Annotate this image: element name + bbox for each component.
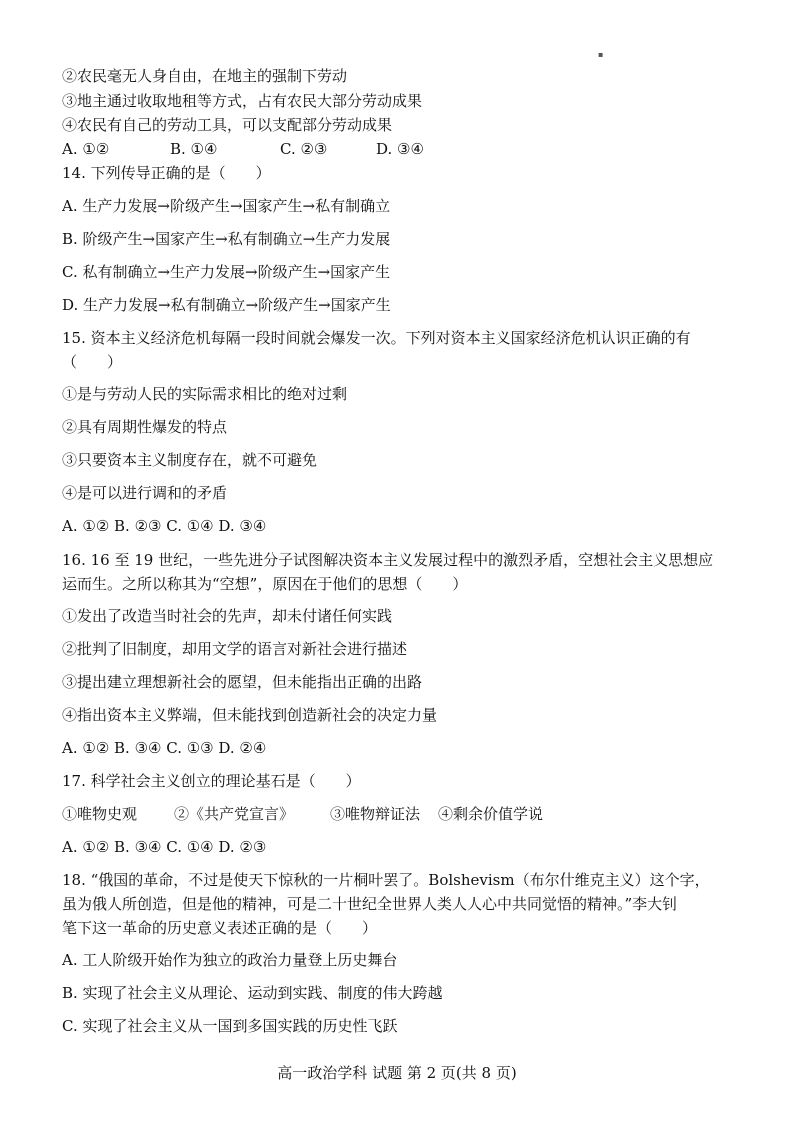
q14-option-c[interactable]: C. 私有制确立→生产力发展→阶级产生→国家产生 [62, 263, 391, 281]
q14-option-a[interactable]: A. 生产力发展→阶级产生→国家产生→私有制确立 [62, 197, 391, 215]
q18-option-a[interactable]: A. 工人阶级开始作为独立的政治力量登上历史舞台 [62, 951, 398, 969]
q17-item-2: ②《共产党宣言》 [174, 805, 295, 823]
q13-option-a[interactable]: A. ①② [62, 140, 110, 158]
q13-option-d[interactable]: D. ③④ [376, 140, 424, 158]
q18-stem-line-3: 笔下这一革命的历史意义表述正确的是（ ） [62, 919, 378, 937]
q13-item-2: ②农民毫无人身自由，在地主的强制下劳动 [62, 67, 348, 85]
q14-option-b[interactable]: B. 阶级产生→国家产生→私有制确立→生产力发展 [62, 230, 391, 248]
q17-item-3: ③唯物辩证法 [330, 805, 421, 823]
q16-item-3: ③提出建立理想新社会的愿望，但未能指出正确的出路 [62, 673, 423, 691]
q18-stem-line-2: 虽为俄人所创造，但是他的精神，可是二十世纪全世界人类人人心中共同觉悟的精神。”李大钊 [62, 895, 678, 913]
q17-stem: 17. 科学社会主义创立的理论基石是（ ） [62, 772, 361, 790]
q16-options[interactable]: A. ①② B. ③④ C. ①③ D. ②④ [62, 739, 267, 757]
q18-stem-line-1: 18. “俄国的革命，不过是使天下惊秋的一片桐叶罢了。Bolshevism（布尔什维克主义）这个字， [62, 871, 710, 889]
q13-option-b[interactable]: B. ①④ [170, 140, 218, 158]
q17-item-1: ①唯物史观 [62, 805, 138, 823]
q17-items [62, 804, 543, 824]
q14-option-d[interactable]: D. 生产力发展→私有制确立→阶级产生→国家产生 [62, 296, 391, 314]
q15-stem-line-1: 15. 资本主义经济危机每隔一段时间就会爆发一次。下列对资本主义国家经济危机认识正确的有 [62, 329, 691, 347]
q15-item-3: ③只要资本主义制度存在，就不可避免 [62, 451, 318, 469]
q15-stem-line-2: （ ） [62, 353, 123, 371]
q16-item-4: ④指出资本主义弊端，但未能找到创造新社会的决定力量 [62, 706, 438, 724]
q17-item-4: ④剩余价值学说 [438, 805, 544, 823]
q17-options[interactable]: A. ①② B. ③④ C. ①④ D. ②③ [62, 838, 267, 856]
q16-stem-line-2: 运而生。之所以称其为“空想”，原因在于他们的思想（ ） [62, 575, 468, 593]
scan-dot: ▪ [598, 50, 604, 59]
q13-option-c[interactable]: C. ②③ [280, 140, 328, 158]
q18-option-b[interactable]: B. 实现了社会主义从理论、运动到实践、制度的伟大跨越 [62, 984, 443, 1002]
q15-item-4: ④是可以进行调和的矛盾 [62, 484, 228, 502]
q16-stem-line-1: 16. 16 至 19 世纪，一些先进分子试图解决资本主义发展过程中的激烈矛盾，空想社会主义思想应 [62, 551, 714, 569]
q13-item-3: ③地主通过收取地租等方式，占有农民大部分劳动成果 [62, 92, 423, 110]
q14-stem: 14. 下列传导正确的是（ ） [62, 164, 271, 182]
q16-item-1: ①发出了改造当时社会的先声，却未付诸任何实践 [62, 607, 393, 625]
q16-item-2: ②批判了旧制度，却用文学的语言对新社会进行描述 [62, 640, 408, 658]
page-footer: 高一政治学科 试题 第 2 页(共 8 页) [277, 1064, 517, 1082]
q15-item-2: ②具有周期性爆发的特点 [62, 418, 228, 436]
q13-item-4: ④农民有自己的劳动工具，可以支配部分劳动成果 [62, 116, 393, 134]
q15-item-1: ①是与劳动人民的实际需求相比的绝对过剩 [62, 385, 348, 403]
q18-option-c[interactable]: C. 实现了社会主义从一国到多国实践的历史性飞跃 [62, 1017, 398, 1035]
q15-options[interactable]: A. ①② B. ②③ C. ①④ D. ③④ [62, 517, 267, 535]
q13-options [62, 139, 424, 159]
